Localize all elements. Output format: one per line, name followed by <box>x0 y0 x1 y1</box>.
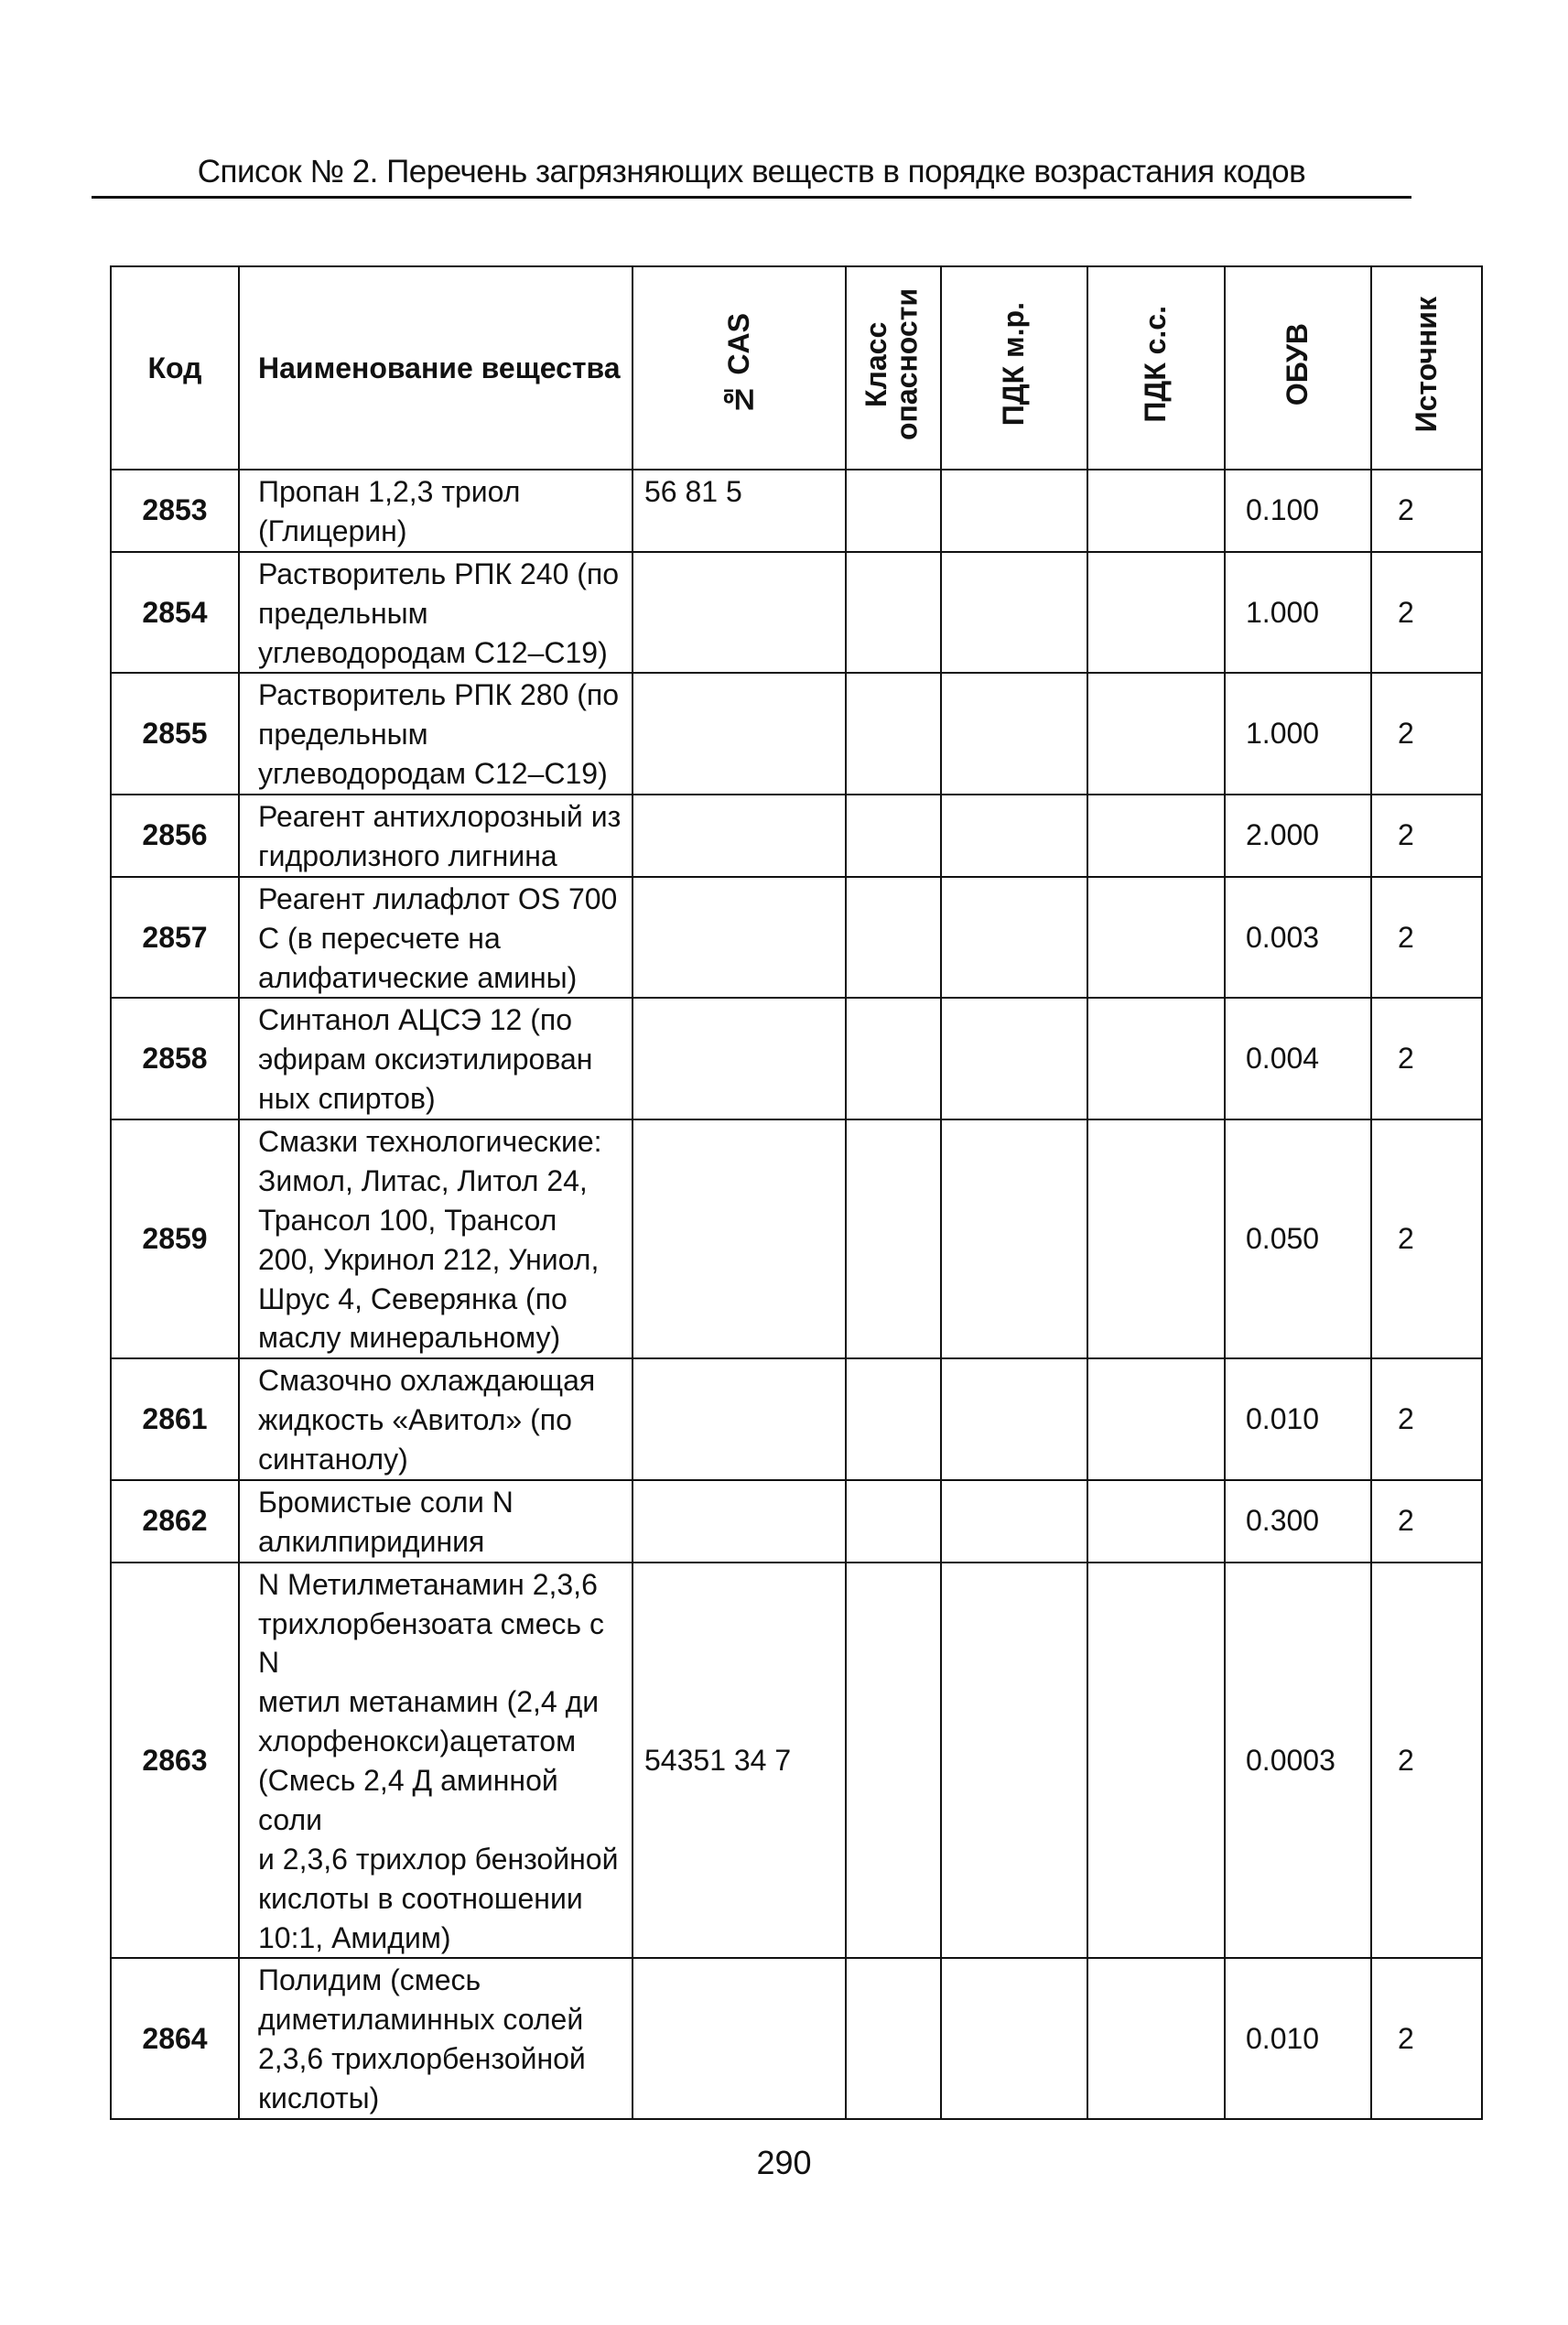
name-cell <box>239 1563 633 1959</box>
name-line: С (в пересчете на <box>258 921 501 955</box>
name-line: трихлорбензоата смесь с N <box>258 1606 604 1680</box>
table-row <box>111 1480 1482 1563</box>
name-line: Зимол, Литас, Литол 24, <box>258 1163 588 1197</box>
code-cell: 2862 <box>111 1480 239 1563</box>
table-row <box>111 795 1482 877</box>
name-line: Растворитель РПК 240 (по <box>258 557 620 590</box>
pdk-mr-cell <box>941 552 1087 674</box>
cas-cell <box>633 1958 846 2119</box>
name-line: предельным <box>258 718 428 752</box>
hazard-class-cell <box>846 998 941 1119</box>
obuv-cell: 0.003 <box>1225 877 1371 999</box>
source-cell: 2 <box>1371 552 1482 674</box>
obuv-cell: 0.300 <box>1225 1480 1371 1563</box>
name-cell <box>239 877 633 999</box>
code-cell: 2856 <box>111 795 239 877</box>
code-cell: 2857 <box>111 877 239 999</box>
name-line: Реагент антихлорозный из <box>258 800 622 833</box>
column-header-source-label: Источник <box>1409 296 1443 433</box>
pdk-ss-cell <box>1087 1563 1225 1959</box>
name-line: предельным <box>258 596 428 630</box>
table-row <box>111 1563 1482 1959</box>
name-line: (Смесь 2,4 Д аминной соли <box>258 1764 558 1836</box>
table-body <box>111 470 1482 2119</box>
hazard-class-cell <box>846 470 941 552</box>
source-cell: 2 <box>1371 470 1482 552</box>
code-cell: 2853 <box>111 470 239 552</box>
obuv-cell: 0.004 <box>1225 998 1371 1119</box>
pdk-mr-cell <box>941 470 1087 552</box>
code-cell: 2863 <box>111 1563 239 1959</box>
source-cell: 2 <box>1371 673 1482 795</box>
name-line: Растворитель РПК 280 (по <box>258 678 620 712</box>
name-cell <box>239 1119 633 1358</box>
name-line: кислоты в соотношении <box>258 1881 583 1915</box>
name-line: алифатические амины) <box>258 960 578 994</box>
source-cell: 2 <box>1371 1480 1482 1563</box>
table-header-row <box>111 266 1482 470</box>
column-header-pdk-mr <box>941 266 1087 470</box>
hazard-class-cell <box>846 1358 941 1480</box>
hazard-class-cell <box>846 1480 941 1563</box>
cas-cell <box>633 795 846 877</box>
name-line: Смазки технологические: <box>258 1125 602 1158</box>
name-line: гидролизного лигнина <box>258 838 557 872</box>
name-line: жидкость «Авитол» (по <box>258 1403 572 1437</box>
name-cell <box>239 1958 633 2119</box>
name-line: Пропан 1,2,3 триол <box>258 475 521 508</box>
code-cell: 2864 <box>111 1958 239 2119</box>
name-line: углеводородам C12–C19) <box>258 635 608 669</box>
source-cell: 2 <box>1371 998 1482 1119</box>
name-line: Трансол 100, Трансол <box>258 1203 557 1237</box>
obuv-cell: 1.000 <box>1225 673 1371 795</box>
cas-cell <box>633 1119 846 1358</box>
column-header-code: Код <box>111 266 239 470</box>
name-line: 200, Укринол 212, Униол, <box>258 1242 600 1276</box>
hazard-class-cell <box>846 552 941 674</box>
name-cell <box>239 552 633 674</box>
name-line: алкилпиридиния <box>258 1524 485 1558</box>
obuv-cell: 0.010 <box>1225 1358 1371 1480</box>
name-line: Шрус 4, Северянка (по <box>258 1281 568 1315</box>
pdk-mr-cell <box>941 1563 1087 1959</box>
cas-cell <box>633 552 846 674</box>
name-cell <box>239 673 633 795</box>
obuv-cell: 0.010 <box>1225 1958 1371 2119</box>
cas-cell: 56 81 5 <box>633 470 846 552</box>
name-line: диметиламинных солей <box>258 2003 584 2037</box>
column-header-cas <box>633 266 846 470</box>
name-line: Бромистые соли N <box>258 1485 514 1519</box>
pdk-mr-cell <box>941 1119 1087 1358</box>
cas-cell <box>633 877 846 999</box>
pdk-mr-cell <box>941 998 1087 1119</box>
code-cell: 2861 <box>111 1358 239 1480</box>
name-line: (Глицерин) <box>258 514 407 547</box>
obuv-cell: 0.050 <box>1225 1119 1371 1358</box>
pdk-mr-cell <box>941 1358 1087 1480</box>
pdk-ss-cell <box>1087 1480 1225 1563</box>
column-header-pdk-ss-label: ПДК с.с. <box>1139 306 1173 423</box>
pollutants-table <box>110 265 1483 2120</box>
column-header-hazard-class <box>846 266 941 470</box>
pdk-mr-cell <box>941 673 1087 795</box>
name-line: Полидим (смесь <box>258 1963 481 1997</box>
name-line: кислоты) <box>258 2082 380 2114</box>
hazard-class-cell <box>846 877 941 999</box>
code-cell: 2854 <box>111 552 239 674</box>
source-cell: 2 <box>1371 1563 1482 1959</box>
name-line: Реагент лилафлот OS 700 <box>258 881 618 915</box>
source-cell: 2 <box>1371 1358 1482 1480</box>
table-row <box>111 1358 1482 1480</box>
pdk-mr-cell <box>941 795 1087 877</box>
name-cell <box>239 1358 633 1480</box>
hazard-class-cell <box>846 1119 941 1358</box>
name-line: 10:1, Амидим) <box>258 1920 451 1954</box>
obuv-cell: 1.000 <box>1225 552 1371 674</box>
name-line: N Метилметанамин 2,3,6 <box>258 1567 598 1601</box>
pdk-ss-cell <box>1087 795 1225 877</box>
name-cell <box>239 795 633 877</box>
name-line: углеводородам C12–C19) <box>258 757 608 791</box>
cas-cell: 54351 34 7 <box>633 1563 846 1959</box>
pdk-ss-cell <box>1087 552 1225 674</box>
source-cell: 2 <box>1371 795 1482 877</box>
name-line: хлорфенокси)ацетатом <box>258 1725 577 1758</box>
column-header-hazard-class-label: Класс опасности <box>859 287 924 441</box>
table-row <box>111 998 1482 1119</box>
pdk-mr-cell <box>941 877 1087 999</box>
name-line: 2,3,6 трихлорбензойной <box>258 2042 586 2076</box>
column-header-name: Наименование вещества <box>239 266 633 470</box>
name-line: эфирам оксиэтилирован <box>258 1043 593 1076</box>
name-line: и 2,3,6 трихлор бензойной <box>258 1842 619 1876</box>
pdk-mr-cell <box>941 1480 1087 1563</box>
name-line: Синтанол АЦСЭ 12 (по <box>258 1003 572 1037</box>
source-cell: 2 <box>1371 1119 1482 1358</box>
source-cell: 2 <box>1371 877 1482 999</box>
column-header-obuv-label: ОБУВ <box>1281 322 1314 406</box>
code-cell: 2859 <box>111 1119 239 1358</box>
hazard-class-cell <box>846 673 941 795</box>
table-row <box>111 552 1482 674</box>
cas-cell <box>633 1480 846 1563</box>
name-line: метил метанамин (2,4 ди <box>258 1685 600 1719</box>
pdk-mr-cell <box>941 1958 1087 2119</box>
cas-cell <box>633 1358 846 1480</box>
pdk-ss-cell <box>1087 998 1225 1119</box>
column-header-pdk-mr-label: ПДК м.р. <box>997 302 1031 427</box>
code-cell: 2855 <box>111 673 239 795</box>
name-cell <box>239 998 633 1119</box>
page-number: 290 <box>756 2144 812 2181</box>
pdk-ss-cell <box>1087 1119 1225 1358</box>
pdk-ss-cell <box>1087 1358 1225 1480</box>
obuv-cell: 2.000 <box>1225 795 1371 877</box>
pdk-ss-cell <box>1087 877 1225 999</box>
source-cell: 2 <box>1371 1958 1482 2119</box>
hazard-class-cell <box>846 795 941 877</box>
name-line: маслу минеральному) <box>258 1321 561 1355</box>
pdk-ss-cell <box>1087 470 1225 552</box>
table-row <box>111 470 1482 552</box>
column-header-pdk-ss <box>1087 266 1225 470</box>
name-line: синтанолу) <box>258 1443 408 1476</box>
column-header-cas-label: № CAS <box>721 312 755 416</box>
pdk-ss-cell <box>1087 673 1225 795</box>
page-title: Список № 2. Перечень загрязняющих веществ в порядке возрастания кодов <box>92 154 1411 199</box>
code-cell: 2858 <box>111 998 239 1119</box>
column-header-obuv <box>1225 266 1371 470</box>
obuv-cell: 0.100 <box>1225 470 1371 552</box>
cas-cell <box>633 998 846 1119</box>
table-row <box>111 673 1482 795</box>
cas-cell <box>633 673 846 795</box>
obuv-cell: 0.0003 <box>1225 1563 1371 1959</box>
column-header-source <box>1371 266 1482 470</box>
name-line: ных спиртов) <box>258 1082 436 1116</box>
table-row <box>111 877 1482 999</box>
name-line: Смазочно охлаждающая <box>258 1364 596 1398</box>
name-cell <box>239 470 633 552</box>
hazard-class-cell <box>846 1958 941 2119</box>
name-cell <box>239 1480 633 1563</box>
pdk-ss-cell <box>1087 1958 1225 2119</box>
hazard-class-cell <box>846 1563 941 1959</box>
table-row <box>111 1119 1482 1358</box>
table-row <box>111 1958 1482 2119</box>
